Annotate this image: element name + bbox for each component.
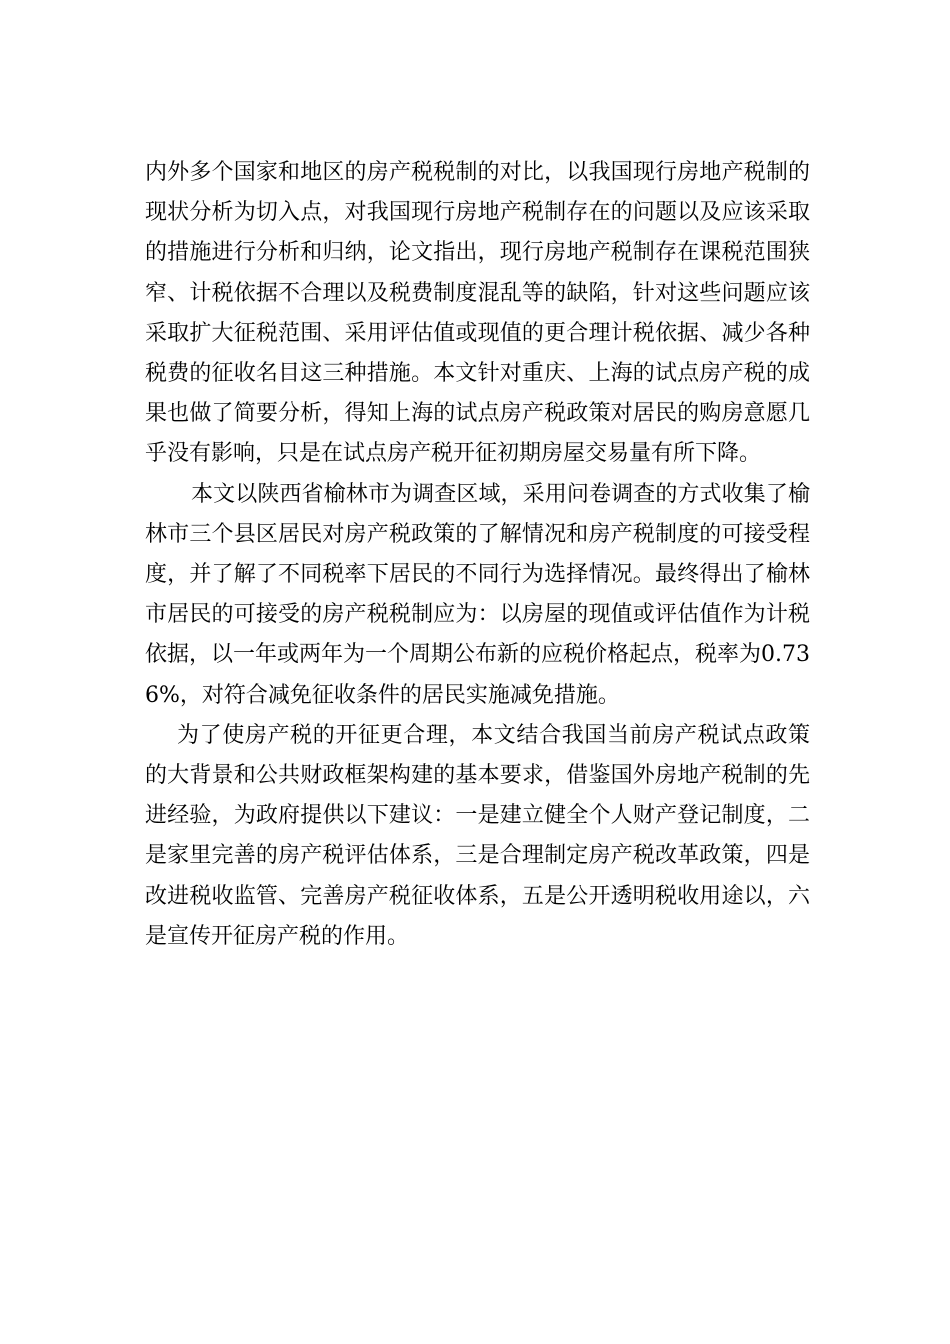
- document-body: [145, 153, 810, 957]
- paragraph-1: 内外多个国家和地区的房产税税制的对比，以我国现行房地产税制的现状分析为切入点，对我国现行房地产税制存在的问题以及应该采取的措施进行分析和归纳，论文指出，现行房地产税制存在课税范围狭窄、计税依据不合理以及税费制度混乱等的缺陷，针对这些问题应该采取扩大征税范围、采用评估值或现值的更合理计税依据、减少各种税费的征收名目这三种措施。本文针对重庆、上海的试点房产税的成果也做了简要分析，得知上海的试点房产税政策对居民的购房意愿几乎没有影响，只是在试点房产税开征初期房屋交易量有所下降。: [145, 160, 810, 467]
- paragraph-3: 为了使房产税的开征更合理，本文结合我国当前房产税试点政策的大背景和公共财政框架构建的基本要求，借鉴国外房地产税制的先进经验，为政府提供以下建议：一是建立健全个人财产登记制度，二是家里完善的房产税评估体系，三是合理制定房产税改革政策，四是改进税收监管、完善房产税征收体系，五是公开透明税收用途以，六是宣传开征房产税的作用。: [145, 722, 810, 949]
- paragraph-2: 本文以陕西省榆林市为调查区域，采用问卷调查的方式收集了榆林市三个县区居民对房产税政策的了解情况和房产税制度的可接受程度，并了解了不同税率下居民的不同行为选择情况。最终得出了榆林市居民的可接受的房产税税制应为：以房屋的现值或评估值作为计税依据，以一年或两年为一个周期公布新的应税价格起点，税率为0.736%，对符合减免征收条件的居民实施减免措施。: [145, 481, 810, 708]
